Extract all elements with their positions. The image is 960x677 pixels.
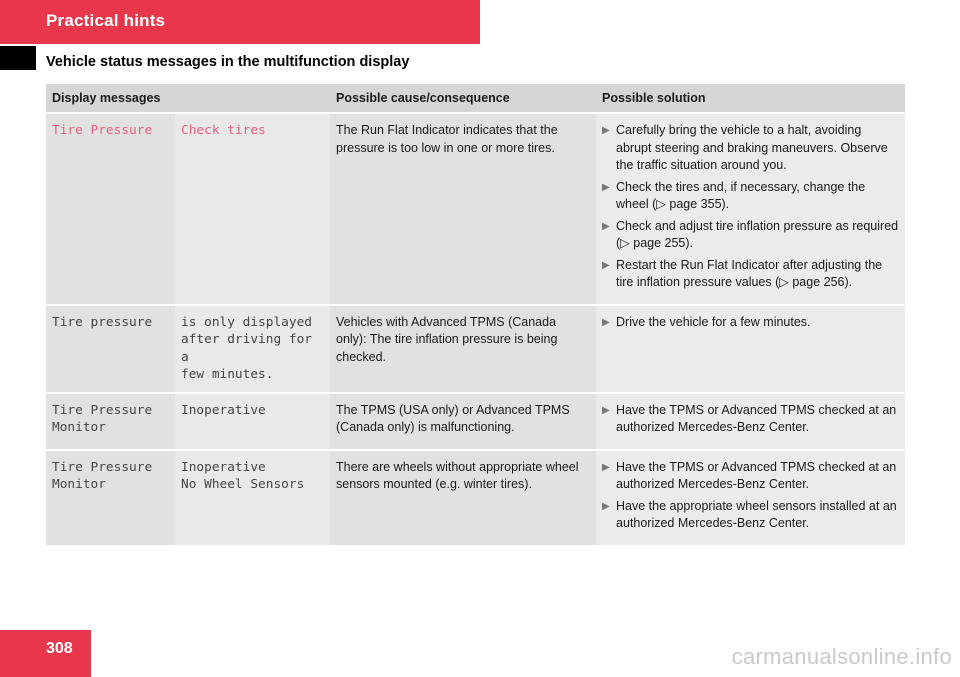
- cause-cell: The Run Flat Indicator indicates that the pressure is too low in one or more tires.: [330, 113, 596, 305]
- solution-step: [602, 402, 899, 437]
- cause-cell: There are wheels without appropriate wheel sensors mounted (e.g. winter tires).: [330, 450, 596, 545]
- section-title: Practical hints: [46, 11, 166, 30]
- solution-text: Have the TPMS or Advanced TPMS checked at an authorized Mercedes-Benz Center.: [616, 459, 897, 491]
- solution-text: Check the tires and, if necessary, change the wheel (▷ page 355).: [616, 179, 866, 211]
- solution-text: Have the appropriate wheel sensors installed at an authorized Mercedes-Benz Center.: [616, 498, 897, 530]
- status-messages-table: [46, 84, 905, 545]
- solution-list: [602, 459, 899, 533]
- display-message-line: after driving for a: [181, 332, 312, 365]
- display-message-line: few minutes.: [181, 367, 274, 382]
- column-header-display-messages: Display messages: [46, 84, 330, 113]
- display-message-line: Monitor: [52, 477, 106, 492]
- solution-step: [602, 122, 899, 175]
- table-row: [46, 393, 905, 450]
- table-header-row: [46, 84, 905, 113]
- display-message-line: Inoperative: [181, 402, 266, 418]
- display-message-line: Monitor: [52, 420, 106, 435]
- table-body: [46, 113, 905, 545]
- display-message-line: No Wheel Sensors: [181, 477, 305, 492]
- solution-text: Check and adjust tire inflation pressure as required (▷ page 255).: [616, 218, 899, 250]
- solution-text: Have the TPMS or Advanced TPMS checked at an authorized Mercedes-Benz Center.: [616, 402, 897, 434]
- triangle-right-icon: ▶: [602, 404, 610, 416]
- display-message-secondary: [175, 113, 330, 305]
- solution-step: [602, 179, 899, 214]
- triangle-right-icon: ▶: [602, 461, 610, 473]
- solution-step: [602, 459, 899, 494]
- solution-list: [602, 402, 899, 437]
- solution-text: Carefully bring the vehicle to a halt, avoiding abrupt steering and braking maneuvers. Observe the traffic situation around you.: [616, 123, 888, 172]
- solution-step: [602, 498, 899, 533]
- column-header-solution: Possible solution: [596, 84, 905, 113]
- display-message-primary: [46, 393, 175, 450]
- solution-text: Restart the Run Flat Indicator after adjusting the tire inflation pressure values (▷ page 256).: [616, 257, 883, 289]
- solution-cell: [596, 450, 905, 545]
- table-row: [46, 305, 905, 393]
- display-message-secondary: [175, 450, 330, 545]
- triangle-right-icon: ▶: [602, 181, 610, 193]
- solution-cell: [596, 305, 905, 393]
- display-message-primary: [46, 450, 175, 545]
- solution-list: [602, 122, 899, 292]
- solution-step: [602, 314, 899, 332]
- display-message-primary: [46, 305, 175, 393]
- display-message-line: Inoperative: [181, 459, 266, 475]
- solution-step: [602, 218, 899, 253]
- display-message-line: Check tires: [181, 123, 266, 138]
- display-message-line: is only displayed: [181, 314, 312, 330]
- display-message-secondary: [175, 305, 330, 393]
- watermark: carmanualsonline.info: [731, 644, 952, 669]
- page-number: 308: [46, 640, 73, 657]
- display-message-line: Tire pressure: [52, 314, 153, 330]
- display-message-line: Tire Pressure: [52, 123, 153, 138]
- display-message-primary: [46, 113, 175, 305]
- triangle-right-icon: ▶: [602, 500, 610, 512]
- triangle-right-icon: ▶: [602, 220, 610, 232]
- solution-cell: [596, 113, 905, 305]
- section-marker: [0, 46, 36, 70]
- table-row: [46, 450, 905, 545]
- triangle-right-icon: ▶: [602, 125, 610, 136]
- solution-list: [602, 314, 899, 332]
- cause-cell: Vehicles with Advanced TPMS (Canada only): The tire inflation pressure is being checked.: [330, 305, 596, 393]
- column-header-cause: Possible cause/consequence: [330, 84, 596, 113]
- solution-step: [602, 257, 899, 292]
- solution-cell: [596, 393, 905, 450]
- triangle-right-icon: ▶: [602, 316, 610, 328]
- triangle-right-icon: ▶: [602, 259, 610, 271]
- display-message-line: Tire Pressure: [52, 402, 153, 418]
- display-message-line: Tire Pressure: [52, 459, 153, 475]
- cause-cell: The TPMS (USA only) or Advanced TPMS (Canada only) is malfunctioning.: [330, 393, 596, 450]
- table-row: [46, 113, 905, 305]
- solution-text: Drive the vehicle for a few minutes.: [616, 314, 811, 329]
- page-subtitle: Vehicle status messages in the multifunction display: [46, 54, 410, 70]
- display-message-secondary: [175, 393, 330, 450]
